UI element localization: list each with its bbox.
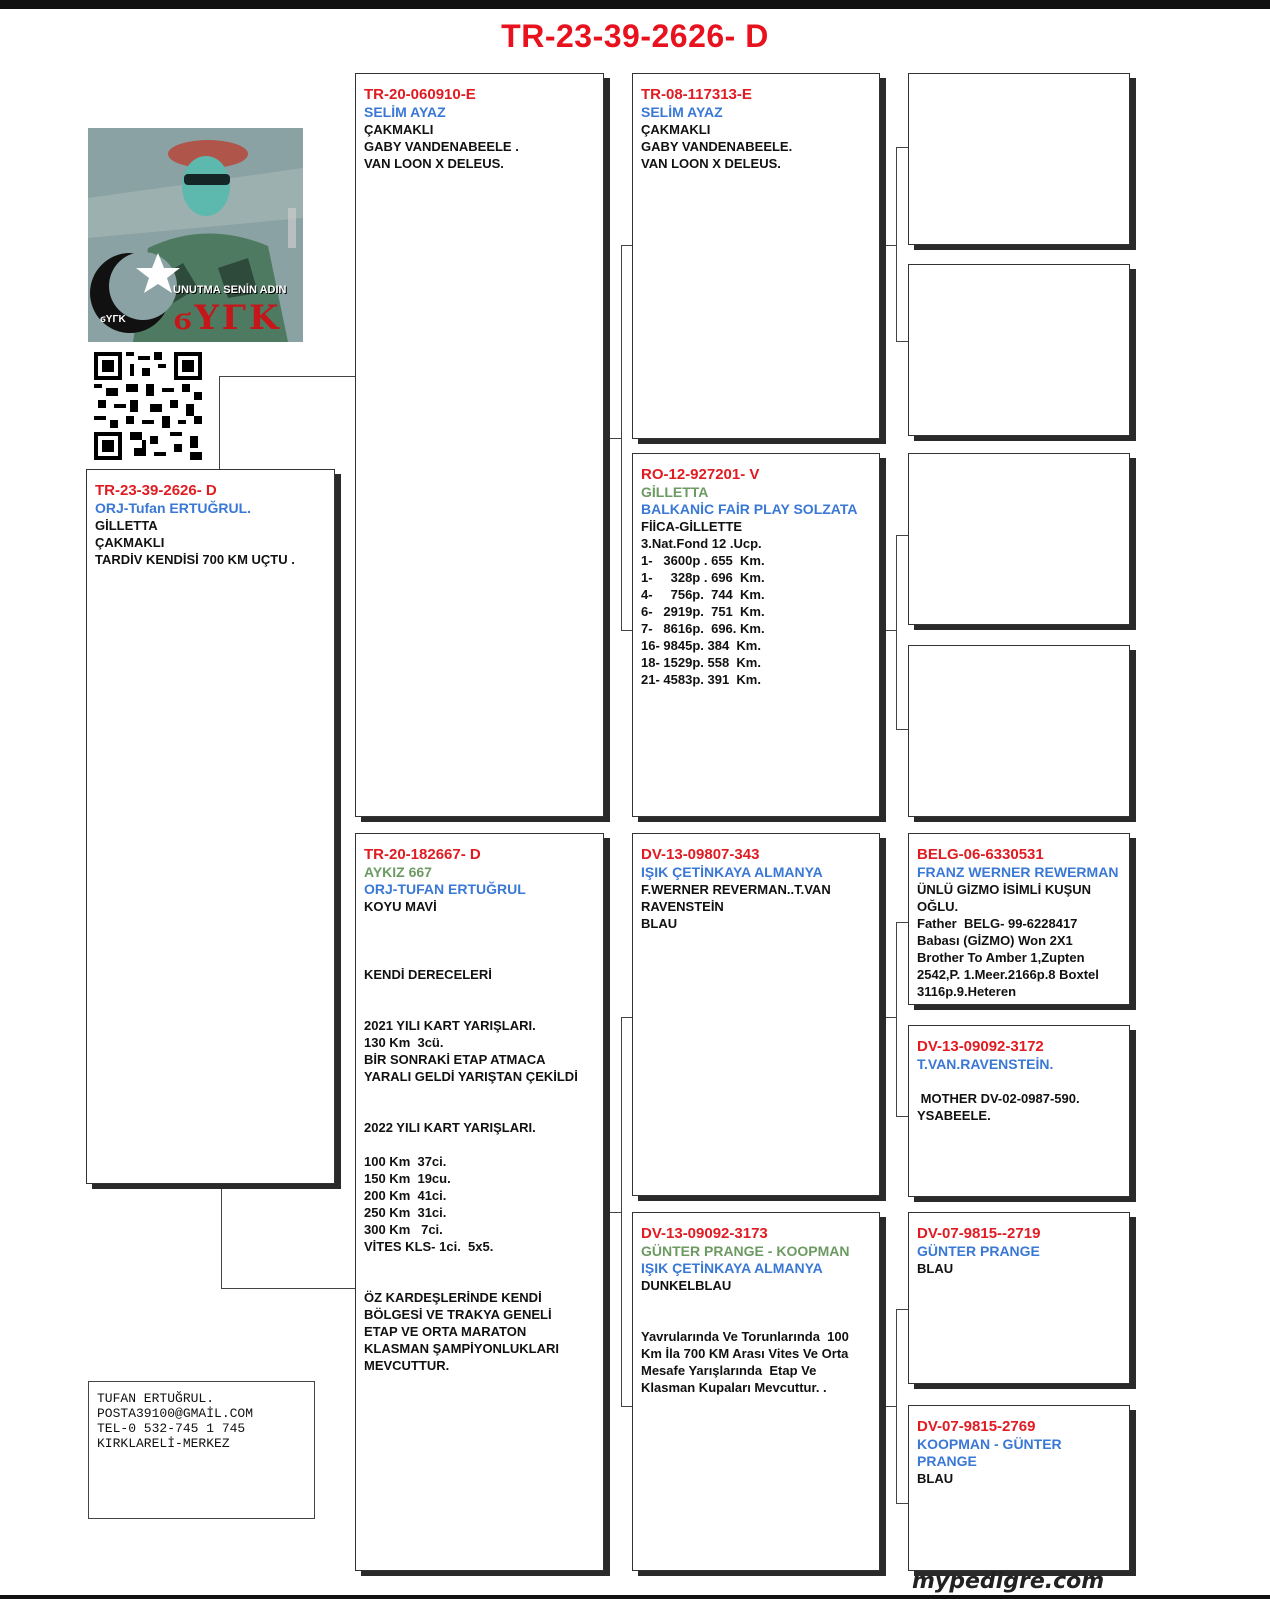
empty-ancestor-card (908, 645, 1130, 817)
owner-name: ORJ-TUFAN ERTUĞRUL (364, 881, 526, 897)
great-grandsire-card (908, 833, 1130, 1005)
info-line: 130 Km 3cü. (364, 1035, 444, 1050)
spacer (364, 1255, 595, 1272)
info-line: 7- 8616p. 696. Km. (641, 621, 765, 636)
great-granddam-card (908, 1405, 1130, 1571)
spacer (641, 1311, 871, 1328)
ring-number: DV-13-09092-3172 (917, 1038, 1044, 1055)
info-line: 18- 1529p. 558 Km. (641, 655, 761, 670)
info-line: Yavrularında Ve Torunlarında 100 (641, 1329, 849, 1344)
connector (896, 922, 897, 1116)
spacer (641, 1294, 871, 1311)
spacer (364, 1272, 595, 1289)
profile-photo (88, 128, 303, 342)
photo-logo-text: ϭΥΓΚ (174, 298, 282, 338)
ring-number: TR-23-39-2626- D (95, 482, 217, 499)
page-title: TR-23-39-2626- D (501, 18, 769, 54)
owner-name: KOOPMAN - GÜNTER PRANGE (917, 1436, 1066, 1469)
info-line: OĞLU. (917, 899, 959, 914)
owner-name: SELİM AYAZ (641, 104, 723, 120)
info-line: BLAU (641, 916, 678, 931)
info-line: 250 Km 31ci. (364, 1205, 447, 1220)
info-line: ÖZ KARDEŞLERİNDE KENDİ (364, 1290, 542, 1305)
connector (896, 147, 908, 148)
sire-dam-card (632, 453, 880, 817)
top-bar (0, 0, 1270, 9)
info-line: GABY VANDENABEELE . (364, 139, 519, 154)
owner-name: GÜNTER PRANGE (917, 1243, 1040, 1259)
info-line: 4- 756p. 744 Km. (641, 587, 765, 602)
ring-number: DV-13-09092-3173 (641, 1225, 768, 1242)
contact-box (88, 1381, 315, 1519)
info-line: MOTHER DV-02-0987-590. (917, 1091, 1080, 1106)
connector (880, 245, 897, 246)
info-line: KOYU MAVİ (364, 899, 437, 914)
connector (880, 630, 897, 631)
info-line: 2022 YILI KART YARIŞLARI. (364, 1120, 536, 1135)
connector (608, 1212, 622, 1213)
bottom-bar (0, 1595, 1270, 1599)
bird-name: AYKIZ 667 (364, 864, 432, 880)
owner-name: T.VAN.RAVENSTEİN. (917, 1056, 1054, 1072)
owner-name: IŞIK ÇETİNKAYA ALMANYA (641, 1260, 823, 1276)
empty-ancestor-card (908, 73, 1130, 245)
ring-number: RO-12-927201- V (641, 466, 760, 483)
ring-number: TR-08-117313-E (641, 86, 752, 103)
info-line: BLAU (917, 1471, 954, 1486)
ring-number: TR-20-060910-E (364, 86, 476, 103)
connector (896, 535, 897, 729)
connector (896, 535, 908, 536)
qr-code (94, 352, 202, 460)
spacer (364, 915, 595, 932)
info-line: 200 Km 41ci. (364, 1188, 447, 1203)
great-granddam-card (908, 1025, 1130, 1197)
info-line: 21- 4583p. 391 Km. (641, 672, 761, 687)
bird-name: GİLLETTA (641, 484, 709, 500)
info-line: ÇAKMAKLI (641, 122, 711, 137)
info-line: Mesafe Yarışlarında Etap Ve (641, 1363, 817, 1378)
info-line: ÇAKMAKLI (364, 122, 434, 137)
info-line: 2542,P. 1.Meer.2166p.8 Boxtel (917, 967, 1099, 982)
connector (896, 922, 908, 923)
connector (896, 1116, 908, 1117)
info-line: 3116p.9.Heteren (917, 984, 1017, 999)
info-line: VAN LOON X DELEUS. (364, 156, 504, 171)
great-grandsire-card (908, 1212, 1130, 1384)
owner-name: FRANZ WERNER REWERMAN (917, 864, 1119, 880)
empty-ancestor-card (908, 264, 1130, 436)
info-line: BLAU (917, 1261, 954, 1276)
connector (219, 376, 355, 377)
dam-card (355, 833, 604, 1571)
info-line: FİİCA-GİLLETTE (641, 519, 743, 534)
info-line: 150 Km 19cu. (364, 1171, 451, 1186)
connector (221, 1184, 222, 1288)
spacer (364, 1085, 595, 1102)
owner-name: SELİM AYAZ (364, 104, 446, 120)
ring-number: DV-13-09807-343 (641, 846, 760, 863)
connector (896, 341, 908, 342)
photo-caption: UNUTMA SENİN ADIN (173, 284, 287, 296)
info-line: VİTES KLS- 1ci. 5x5. (364, 1239, 494, 1254)
spacer (364, 1102, 595, 1119)
info-line: 100 Km 37ci. (364, 1154, 447, 1169)
contact-email[interactable]: POSTA39100@GMAİL.COM (97, 1406, 254, 1421)
connector (608, 438, 622, 439)
sire-sire-card (632, 73, 880, 439)
info-line: MEVCUTTUR. (364, 1358, 450, 1373)
connector (896, 147, 897, 341)
info-line: YSABEELE. (917, 1108, 991, 1123)
info-line: BÖLGESİ VE TRAKYA GENELİ (364, 1307, 552, 1322)
empty-ancestor-card (908, 453, 1130, 625)
spacer (364, 1136, 595, 1153)
owner-name: BALKANİC FAİR PLAY SOLZATA (641, 501, 858, 517)
connector (880, 1017, 897, 1018)
info-line: Father BELG- 99-6228417 (917, 916, 1078, 931)
info-line: GİLLETTA (95, 518, 158, 533)
info-line: 6- 2919p. 751 Km. (641, 604, 765, 619)
info-line: 3.Nat.Fond 12 .Ucp. (641, 536, 762, 551)
connector (896, 729, 908, 730)
spacer (364, 1000, 595, 1017)
contact-name: TUFAN ERTUĞRUL. (97, 1391, 215, 1406)
info-line: KENDİ DERECELERİ (364, 967, 492, 982)
info-line: Klasman Kupaları Mevcuttur. . (641, 1380, 827, 1395)
ring-number: DV-07-9815--2719 (917, 1225, 1041, 1242)
info-line: F.WERNER REVERMAN..T.VAN (641, 882, 831, 897)
ring-number: BELG-06-6330531 (917, 846, 1044, 863)
contact-city: KIRKLARELİ-MERKEZ (97, 1436, 230, 1451)
info-line: 2021 YILI KART YARIŞLARI. (364, 1018, 536, 1033)
ring-number: DV-07-9815-2769 (917, 1418, 1036, 1435)
subject-card (86, 469, 335, 1184)
sire-card (355, 73, 604, 817)
spacer (364, 983, 595, 1000)
info-line: DUNKELBLAU (641, 1278, 732, 1293)
connector (221, 1288, 355, 1289)
spacer (364, 932, 595, 949)
info-line: BİR SONRAKİ ETAP ATMACA (364, 1052, 546, 1067)
connector (880, 1406, 897, 1407)
info-line: ÇAKMAKLI (95, 535, 165, 550)
dam-dam-card (632, 1212, 880, 1571)
watermark: mypedigre.com (912, 1569, 1105, 1594)
spacer (364, 949, 595, 966)
info-line: VAN LOON X DELEUS. (641, 156, 781, 171)
connector (896, 1503, 908, 1504)
photo-emblem-text: ϭΥΓΚ (100, 314, 126, 325)
info-line: 1- 3600p . 655 Km. (641, 553, 765, 568)
info-line: KLASMAN ŞAMPİYONLUKLARI (364, 1341, 559, 1356)
info-line: 1- 328p . 696 Km. (641, 570, 765, 585)
owner-name: ORJ-Tufan ERTUĞRUL. (95, 500, 252, 516)
info-line: 300 Km 7ci. (364, 1222, 443, 1237)
connector (896, 1309, 908, 1310)
info-line: Km İla 700 KM Arası Vites Ve Orta (641, 1346, 849, 1361)
info-line: 16- 9845p. 384 Km. (641, 638, 761, 653)
bird-name: GÜNTER PRANGE - KOOPMAN (641, 1243, 850, 1259)
info-line: Brother To Amber 1,Zupten (917, 950, 1085, 965)
info-line: ETAP VE ORTA MARATON (364, 1324, 527, 1339)
info-line: GABY VANDENABEELE. (641, 139, 793, 154)
info-line: RAVENSTEİN (641, 899, 724, 914)
ring-number: TR-20-182667- D (364, 846, 481, 863)
info-line: ÜNLÜ GİZMO İSİMLİ KUŞUN (917, 882, 1092, 897)
info-line: YARALI GELDİ YARIŞTAN ÇEKİLDİ (364, 1069, 578, 1084)
info-line: Babası (GİZMO) Won 2X1 (917, 933, 1073, 948)
connector (219, 376, 220, 470)
spacer (917, 1073, 1121, 1090)
info-line: TARDİV KENDİSİ 700 KM UÇTU . (95, 552, 295, 567)
owner-name: IŞIK ÇETİNKAYA ALMANYA (641, 864, 823, 880)
dam-sire-card (632, 833, 880, 1196)
contact-phone: TEL-0 532-745 1 745 (97, 1421, 246, 1436)
